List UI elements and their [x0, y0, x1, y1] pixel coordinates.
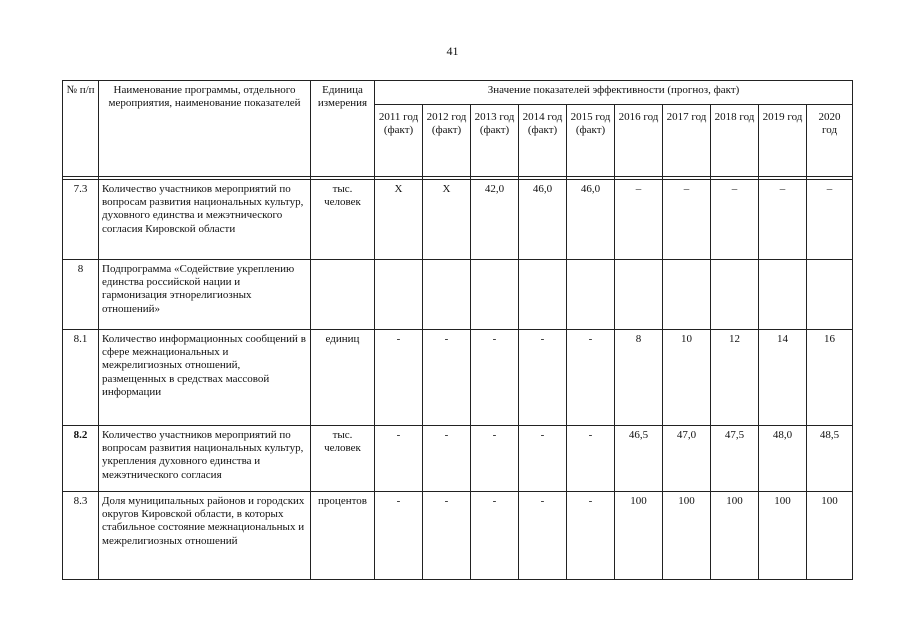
value-cell: -	[471, 426, 519, 492]
value-cell: -	[567, 426, 615, 492]
value-cell: -	[375, 426, 423, 492]
header-unit: Единица измерения	[311, 81, 375, 177]
indicator-name: Количество участников мероприятий по вопросам развития национальных культур, духовного единства и межэтнического согласия Кировской области	[99, 180, 311, 260]
value-cell: -	[423, 492, 471, 580]
indicator-name: Подпрограмма «Содействие укреплению единства российской нации и гармонизация этнорелигиозных отношений»	[99, 260, 311, 330]
value-cell: -	[567, 492, 615, 580]
unit-cell: единиц	[311, 330, 375, 426]
value-cell: -	[519, 492, 567, 580]
value-cell: –	[759, 180, 807, 260]
value-cell: –	[615, 180, 663, 260]
value-cell: 47,5	[711, 426, 759, 492]
unit-cell	[311, 260, 375, 330]
row-number: 8.2	[63, 426, 99, 492]
header-year: 2011 год (факт)	[375, 105, 423, 177]
value-cell: 100	[807, 492, 853, 580]
header-values: Значение показателей эффективности (прогноз, факт)	[375, 81, 853, 105]
value-cell: 48,0	[759, 426, 807, 492]
value-cell: -	[423, 330, 471, 426]
header-year: 2017 год	[663, 105, 711, 177]
row-number: 8.3	[63, 492, 99, 580]
value-cell: -	[519, 330, 567, 426]
value-cell: 14	[759, 330, 807, 426]
value-cell: Х	[375, 180, 423, 260]
indicator-name: Количество участников мероприятий по вопросам развития национальных культур, укрепления духовного единства и межэтнического согласия	[99, 426, 311, 492]
indicator-name: Доля муниципальных районов и городских округов Кировской области, в которых стабильное состояние межнациональных и межрелигиозных отношений	[99, 492, 311, 580]
value-cell: 10	[663, 330, 711, 426]
value-cell: -	[471, 492, 519, 580]
value-cell	[759, 260, 807, 330]
header-year: 2013 год (факт)	[471, 105, 519, 177]
table-row	[63, 492, 853, 580]
header-year: 2014 год (факт)	[519, 105, 567, 177]
page-number: 41	[446, 44, 459, 58]
value-cell	[807, 260, 853, 330]
unit-cell: тыс. человек	[311, 180, 375, 260]
table-row	[63, 180, 853, 260]
row-number: 8	[63, 260, 99, 330]
value-cell: 46,5	[615, 426, 663, 492]
header-year: 2020 год	[807, 105, 853, 177]
value-cell	[711, 260, 759, 330]
value-cell: 16	[807, 330, 853, 426]
value-cell: 8	[615, 330, 663, 426]
value-cell	[519, 260, 567, 330]
value-cell: 100	[663, 492, 711, 580]
value-cell: –	[807, 180, 853, 260]
value-cell: 12	[711, 330, 759, 426]
indicator-name: Количество информационных сообщений в сфере межнациональных и межрелигиозных отношений, размещенных в средствах массовой информации	[99, 330, 311, 426]
row-number: 7.3	[63, 180, 99, 260]
value-cell: –	[711, 180, 759, 260]
value-cell	[567, 260, 615, 330]
value-cell: -	[423, 426, 471, 492]
value-cell: 100	[615, 492, 663, 580]
header-row-1	[63, 81, 853, 105]
value-cell: Х	[423, 180, 471, 260]
value-cell: 47,0	[663, 426, 711, 492]
unit-cell: тыс. человек	[311, 426, 375, 492]
header-year: 2015 год (факт)	[567, 105, 615, 177]
table-row	[63, 260, 853, 330]
value-cell: 100	[759, 492, 807, 580]
unit-cell: процентов	[311, 492, 375, 580]
value-cell: -	[471, 330, 519, 426]
value-cell: -	[567, 330, 615, 426]
table-row	[63, 426, 853, 492]
value-cell	[423, 260, 471, 330]
value-cell: 100	[711, 492, 759, 580]
value-cell: -	[519, 426, 567, 492]
header-year: 2012 год (факт)	[423, 105, 471, 177]
value-cell	[615, 260, 663, 330]
value-cell	[663, 260, 711, 330]
value-cell: 48,5	[807, 426, 853, 492]
value-cell: –	[663, 180, 711, 260]
header-year: 2016 год	[615, 105, 663, 177]
header-year: 2018 год	[711, 105, 759, 177]
header-year: 2019 год	[759, 105, 807, 177]
value-cell: 46,0	[519, 180, 567, 260]
header-num: № п/п	[63, 81, 99, 177]
value-cell: 46,0	[567, 180, 615, 260]
table-row	[63, 330, 853, 426]
value-cell	[471, 260, 519, 330]
value-cell: -	[375, 330, 423, 426]
value-cell	[375, 260, 423, 330]
value-cell: -	[375, 492, 423, 580]
efficiency-table	[62, 80, 853, 580]
header-name: Наименование программы, отдельного мероприятия, наименование показателей	[99, 81, 311, 177]
row-number: 8.1	[63, 330, 99, 426]
value-cell: 42,0	[471, 180, 519, 260]
